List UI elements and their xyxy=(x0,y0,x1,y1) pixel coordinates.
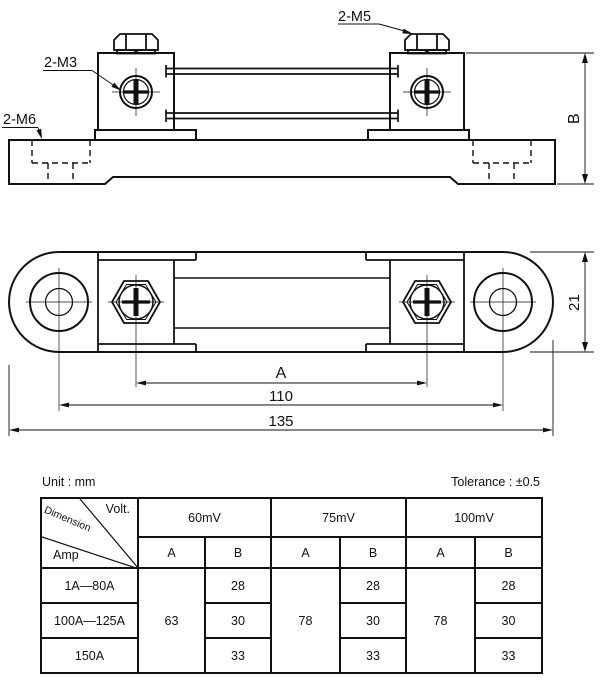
unit-note: Unit : mm xyxy=(42,475,96,489)
label-2m6: 2-M6 xyxy=(3,112,37,128)
resistance-strips xyxy=(166,65,398,122)
b-value: 30 xyxy=(475,603,542,638)
a-value-100mv: 78 xyxy=(406,568,475,673)
group-header-60mv: 60mV xyxy=(138,498,271,537)
sub-header: A xyxy=(138,537,205,568)
row-label: 100A—125A xyxy=(41,603,138,638)
sub-header: B xyxy=(340,537,406,568)
dimension-table xyxy=(40,497,543,674)
corner-dimension-label: Dimension xyxy=(42,504,93,535)
leader-2m6 xyxy=(2,128,42,140)
a-value-60mv: 63 xyxy=(138,568,205,673)
corner-header-cell xyxy=(41,498,138,568)
dim-b-label: B xyxy=(566,113,583,124)
dim-21-label: 21 xyxy=(566,294,583,311)
corner-volt-label: Volt. xyxy=(105,502,130,516)
dim-135-label: 135 xyxy=(268,413,294,430)
hex-screw-plan-left xyxy=(108,275,164,387)
sub-header: B xyxy=(475,537,542,568)
label-2m3: 2-M3 xyxy=(44,55,78,71)
b-value: 33 xyxy=(475,638,542,673)
b-value: 28 xyxy=(340,568,406,603)
group-header-75mv: 75mV xyxy=(271,498,406,537)
sub-header: B xyxy=(205,537,271,568)
hex-screw-plan-right xyxy=(399,275,455,387)
b-value: 30 xyxy=(340,603,406,638)
b-value: 33 xyxy=(340,638,406,673)
label-2m5: 2-M5 xyxy=(338,9,372,25)
row-label: 150A xyxy=(41,638,138,673)
b-value: 30 xyxy=(205,603,271,638)
block-feet xyxy=(95,130,469,140)
hex-bolt-left xyxy=(114,34,158,54)
leader-2m5 xyxy=(338,24,413,34)
hidden-hole-right xyxy=(473,140,531,184)
leader-2m3 xyxy=(43,71,121,91)
b-value: 28 xyxy=(475,568,542,603)
corner-amp-label: Amp xyxy=(53,548,79,562)
mount-hole-right xyxy=(470,268,536,411)
a-value-75mv: 78 xyxy=(271,568,340,673)
group-header-100mv: 100mV xyxy=(406,498,542,537)
hidden-hole-left xyxy=(32,140,90,184)
row-label: 1A—80A xyxy=(41,568,138,603)
b-value: 33 xyxy=(205,638,271,673)
sub-header: A xyxy=(406,537,475,568)
tolerance-note: Tolerance : ±0.5 xyxy=(451,475,540,489)
hex-bolt-right xyxy=(405,34,449,54)
table-row xyxy=(41,568,542,603)
phillips-screw-right xyxy=(403,68,451,116)
table-row-groups xyxy=(41,498,542,537)
dim-110-label: 110 xyxy=(269,388,293,405)
dim-a-label: A xyxy=(275,365,287,382)
phillips-screw-left xyxy=(112,68,160,116)
sub-header: A xyxy=(271,537,340,568)
plan-view-drawing xyxy=(0,205,600,450)
strips-plan xyxy=(174,278,390,328)
mount-hole-left xyxy=(26,268,92,411)
side-view-drawing xyxy=(0,0,600,205)
b-value: 28 xyxy=(205,568,271,603)
